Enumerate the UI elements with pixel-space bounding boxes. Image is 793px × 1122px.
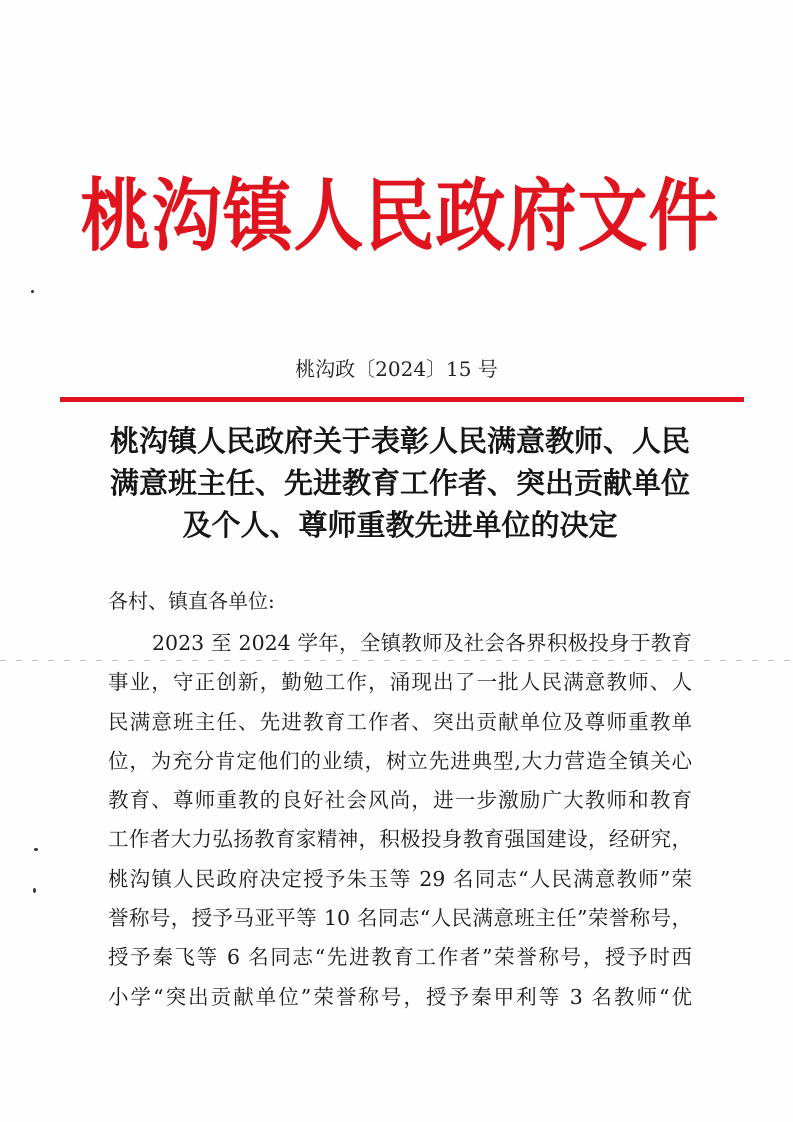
scan-speck [31, 290, 34, 293]
scan-speck [33, 888, 36, 893]
salutation: 各村、镇直各单位: [108, 589, 275, 613]
document-masthead: 桃沟镇人民政府文件 [80, 170, 720, 262]
body-line: 事业，守正创新，勤勉工作，涌现出了一批人民满意教师、人 [108, 670, 692, 695]
document-title [80, 420, 720, 546]
body-line: 2023 至 2024 学年，全镇教师及社会各界积极投身于教育 [152, 631, 692, 655]
title-line-3: 及个人、尊师重教先进单位的决定 [182, 508, 618, 542]
scan-speck [34, 848, 38, 851]
document-number: 桃沟政〔2024〕15 号 [295, 357, 498, 381]
body-line: 誉称号，授予马亚平等 10 名同志“人民满意班主任”荣誉称号， [108, 906, 692, 931]
body-line: 工作者大力弘扬教育家精神，积极投身教育强国建设，经研究， [108, 827, 692, 852]
body-line: 桃沟镇人民政府决定授予朱玉等 29 名同志“人民满意教师”荣 [108, 866, 692, 891]
body-line: 教育、尊师重教的良好社会风尚，进一步激励广大教师和教育 [108, 788, 692, 813]
title-line-1: 桃沟镇人民政府关于表彰人民满意教师、人民 [109, 424, 690, 458]
body-line: 位，为充分肯定他们的业绩，树立先进典型,大力营造全镇关心 [108, 748, 692, 773]
body-paragraph [108, 624, 692, 1017]
body-line: 民满意班主任、先进教育工作者、突出贡献单位及尊师重教单 [108, 709, 692, 734]
body-line: 授予秦飞等 6 名同志“先进教育工作者”荣誉称号，授予时西 [108, 945, 692, 970]
red-divider-rule [60, 397, 744, 402]
title-line-2: 满意班主任、先进教育工作者、突出贡献单位 [109, 466, 690, 500]
body-line: 小学“突出贡献单位”荣誉称号，授予秦甲利等 3 名教师“优 [108, 984, 692, 1009]
